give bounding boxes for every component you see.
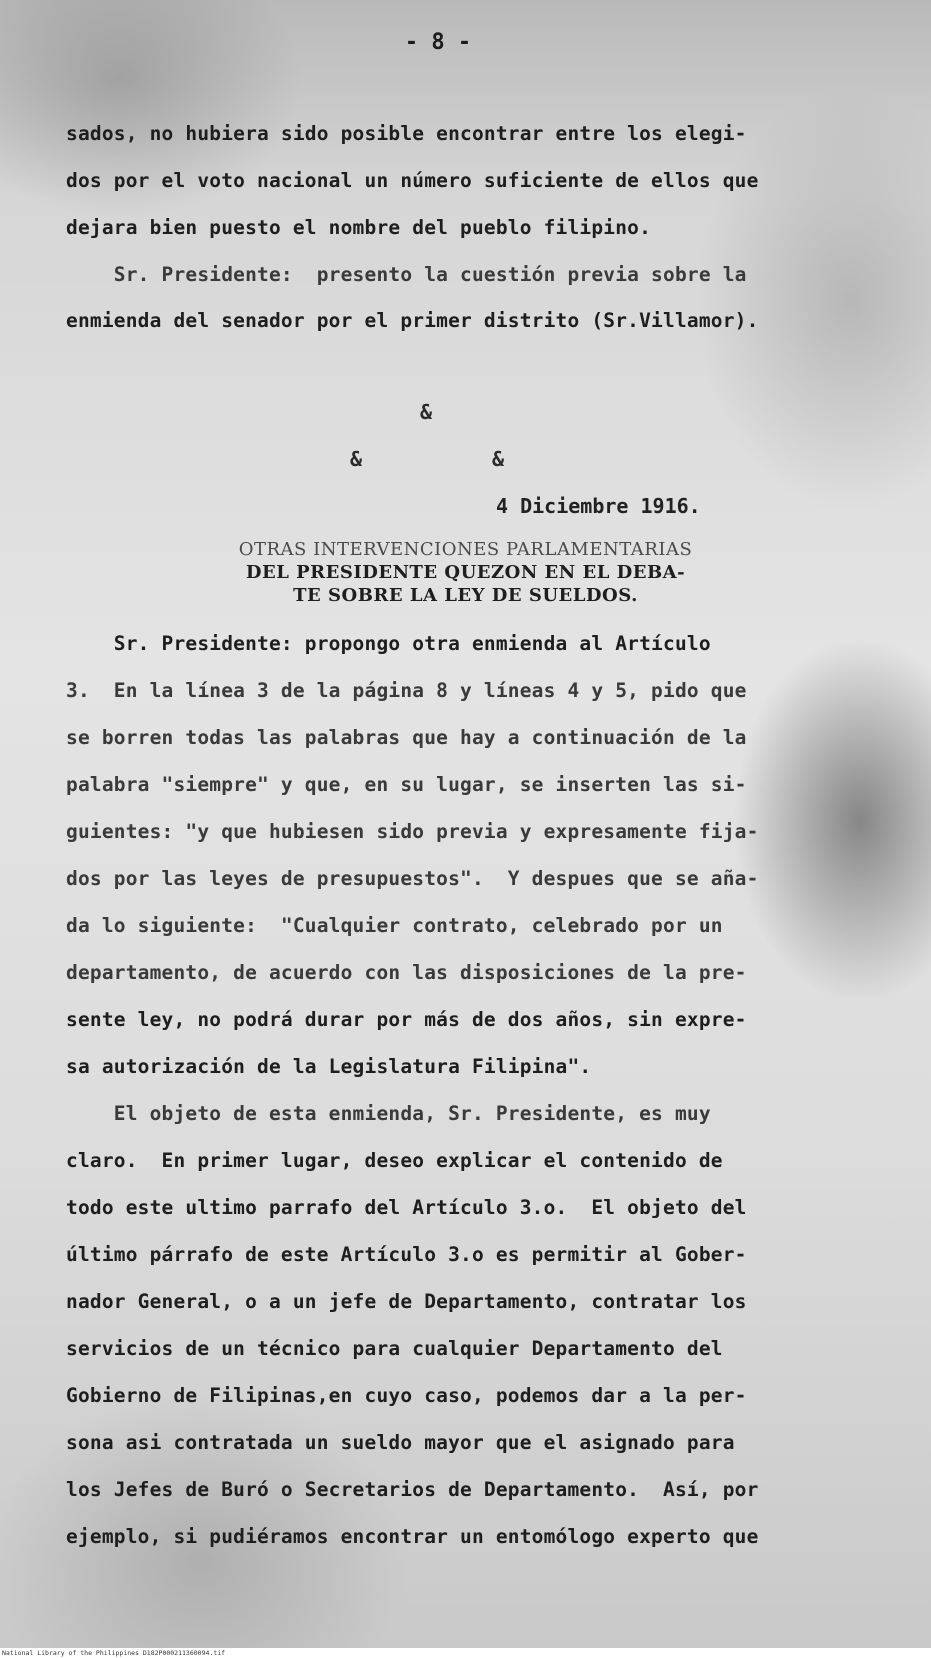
separator-ampersand: &	[350, 447, 363, 471]
text-line: da lo siguiente: "Cualquier contrato, celebrado por un	[66, 914, 723, 937]
text-line: dos por las leyes de presupuestos". Y despues que se aña-	[66, 867, 759, 890]
section-heading-line2: DEL PRESIDENTE QUEZON EN EL DEBA-	[245, 562, 686, 583]
text-line: todo este ultimo parrafo del Artículo 3.o. El objeto del	[66, 1196, 747, 1219]
text-line: Gobierno de Filipinas,en cuyo caso, podemos dar a la per-	[66, 1384, 747, 1407]
date-line: 4 Diciembre 1916.	[496, 494, 701, 518]
text-line: Sr. Presidente: propongo otra enmienda al Artículo	[66, 632, 711, 655]
text-line: se borren todas las palabras que hay a continuación de la	[66, 726, 747, 749]
text-line: El objeto de esta enmienda, Sr. Presidente, es muy	[66, 1102, 711, 1125]
text-line: último párrafo de este Artículo 3.o es permitir al Gober-	[66, 1243, 747, 1266]
text-line: 3. En la línea 3 de la página 8 y líneas 4 y 5, pido que	[66, 679, 747, 702]
text-line: ejemplo, si pudiéramos encontrar un entomólogo experto que	[66, 1525, 759, 1548]
text-line: palabra "siempre" y que, en su lugar, se inserten las si-	[66, 773, 747, 796]
text-line: sa autorización de la Legislatura Filipina".	[66, 1055, 592, 1078]
text-line: guientes: "y que hubiesen sido previa y expresamente fija-	[66, 820, 759, 843]
text-line: servicios de un técnico para cualquier Departamento del	[66, 1337, 723, 1360]
text-line: sente ley, no podrá durar por más de dos años, sin expre-	[66, 1008, 747, 1031]
scan-footer-caption: National Library of the Philippines D182P000211360094.tif	[0, 1648, 931, 1658]
separator-ampersand: &	[420, 400, 433, 424]
section-heading-line1: OTRAS INTERVENCIONES PARLAMENTARIAS	[238, 539, 693, 560]
text-line: dejara bien puesto el nombre del pueblo filipino.	[66, 216, 652, 239]
text-line: sona asi contratada un sueldo mayor que el asignado para	[66, 1431, 735, 1454]
section-heading-line3: TE SOBRE LA LEY DE SUELDOS.	[293, 585, 638, 606]
text-line: dos por el voto nacional un número suficiente de ellos que	[66, 169, 759, 192]
text-line: claro. En primer lugar, deseo explicar el contenido de	[66, 1149, 723, 1172]
page-number: - 8 -	[404, 30, 472, 55]
text-line: los Jefes de Buró o Secretarios de Departamento. Así, por	[66, 1478, 759, 1501]
text-line: Sr. Presidente: presento la cuestión previa sobre la	[66, 263, 747, 286]
text-line: enmienda del senador por el primer distrito (Sr.Villamor).	[66, 309, 759, 332]
text-line: nador General, o a un jefe de Departamento, contratar los	[66, 1290, 747, 1313]
text-line: departamento, de acuerdo con las disposiciones de la pre-	[66, 961, 747, 984]
text-line: sados, no hubiera sido posible encontrar entre los elegi-	[66, 122, 747, 145]
separator-ampersand: &	[492, 447, 505, 471]
